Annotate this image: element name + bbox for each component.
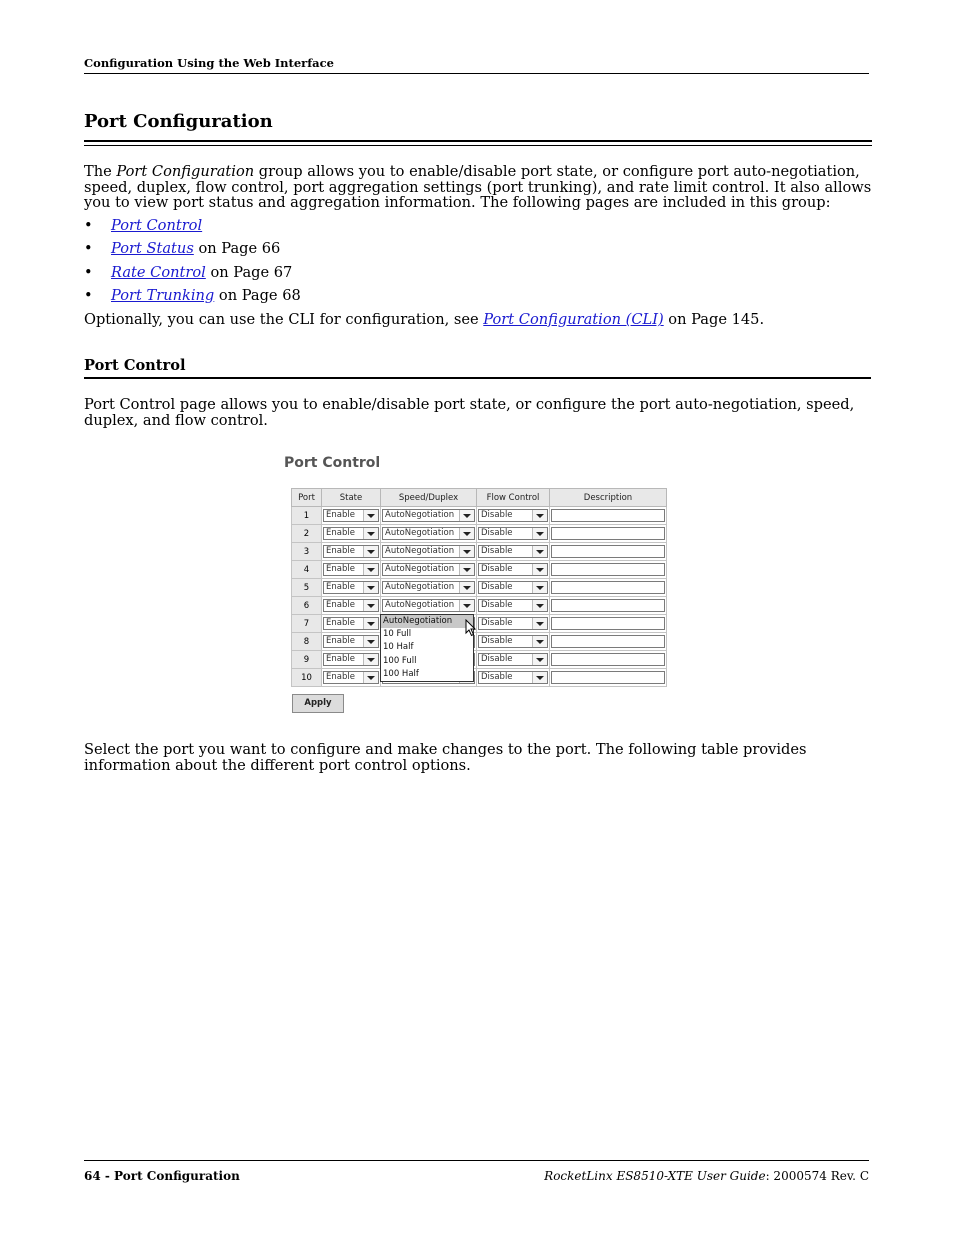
speed-value: AutoNegotiation [385, 528, 455, 538]
description-input[interactable] [551, 671, 665, 684]
flow-cell [477, 579, 550, 597]
link-port-configuration-cli[interactable]: Port Configuration (CLI) [483, 311, 664, 328]
description-cell [550, 507, 667, 525]
flow-cell [477, 507, 550, 525]
state-value: Enable [326, 654, 355, 664]
port-control-table [291, 488, 667, 687]
speed-duplex-select[interactable] [382, 509, 475, 522]
footer-page-label: 64 - Port Configuration [84, 1169, 240, 1183]
dropdown-arrow-icon[interactable] [459, 600, 474, 611]
dropdown-option[interactable]: 100 Half [383, 668, 419, 679]
state-value: Enable [326, 672, 355, 682]
description-input[interactable] [551, 635, 665, 648]
state-value: Enable [326, 528, 355, 538]
intro-paragraph [84, 164, 874, 211]
footer-doc-title: RocketLinx ES8510-XTE User Guide [544, 1169, 766, 1183]
table-row [292, 633, 667, 651]
state-cell [322, 561, 381, 579]
port-control-body [292, 507, 667, 687]
description-cell [550, 543, 667, 561]
state-cell [322, 543, 381, 561]
description-input[interactable] [551, 563, 665, 576]
flow-cell [477, 615, 550, 633]
speed-value: AutoNegotiation [385, 582, 455, 592]
dropdown-arrow-icon[interactable] [363, 564, 378, 575]
state-value: Enable [326, 600, 355, 610]
port-number: 9 [292, 651, 322, 669]
subheading: Port Control [84, 357, 186, 374]
table-row [292, 597, 667, 615]
list-item [84, 216, 301, 239]
group-page-list [84, 216, 301, 309]
flow-control-select[interactable] [478, 671, 548, 684]
flow-control-select[interactable] [478, 581, 548, 594]
state-select[interactable] [323, 653, 379, 666]
flow-value: Disable [481, 672, 513, 682]
flow-cell [477, 633, 550, 651]
port-number: 8 [292, 633, 322, 651]
speed-cell [381, 597, 477, 615]
cli-note-pre: Optionally, you can use the CLI for configuration, see [84, 311, 484, 328]
running-header: Configuration Using the Web Interface [84, 56, 334, 70]
table-row [292, 507, 667, 525]
intro-pre: The [84, 163, 117, 180]
dropdown-arrow-icon[interactable] [363, 600, 378, 611]
table-row [292, 579, 667, 597]
dropdown-option[interactable]: 10 Full [383, 629, 412, 640]
dropdown-arrow-icon[interactable] [459, 582, 474, 593]
flow-value: Disable [481, 636, 513, 646]
description-cell [550, 651, 667, 669]
speed-duplex-select[interactable] [382, 545, 475, 558]
state-value: Enable [326, 546, 355, 556]
intro-post: group allows you to enable/disable port state, or configure port auto-negotiation, speed, duplex, flow control, port aggregation settings (port trunking), and rate limit control. It also allows you to view port status and aggregation information. The following pages are included in this group: [84, 163, 872, 211]
list-item-suffix: on Page 68 [214, 286, 301, 304]
description-cell [550, 597, 667, 615]
flow-cell [477, 543, 550, 561]
description-cell [550, 579, 667, 597]
link-rate-control[interactable]: Rate Control [111, 263, 206, 281]
footer-doc-info [544, 1169, 869, 1183]
link-port-control[interactable]: Port Control [111, 217, 203, 234]
speed-value: AutoNegotiation [385, 546, 455, 556]
state-select[interactable] [323, 527, 379, 540]
state-select[interactable] [323, 635, 379, 648]
state-cell [322, 579, 381, 597]
col-state: State [322, 489, 381, 507]
dropdown-arrow-icon[interactable] [363, 528, 378, 539]
state-cell [322, 669, 381, 687]
subheading-rule [84, 377, 871, 379]
speed-duplex-select[interactable] [382, 599, 475, 612]
flow-value: Disable [481, 600, 513, 610]
flow-control-select[interactable] [478, 653, 548, 666]
state-cell [322, 507, 381, 525]
dropdown-arrow-icon[interactable] [532, 654, 547, 665]
state-value: Enable [326, 564, 355, 574]
cli-note [84, 312, 874, 328]
flow-cell [477, 651, 550, 669]
dropdown-arrow-icon[interactable] [532, 582, 547, 593]
speed-duplex-select[interactable] [382, 581, 475, 594]
cli-note-post: on Page 145. [663, 311, 765, 328]
list-item [84, 263, 301, 286]
col-flow-control: Flow Control [477, 489, 550, 507]
flow-cell [477, 561, 550, 579]
footer-doc-rev: : 2000574 Rev. C [765, 1169, 869, 1183]
speed-duplex-select[interactable] [382, 527, 475, 540]
speed-cell [381, 543, 477, 561]
state-cell [322, 651, 381, 669]
description-input[interactable] [551, 509, 665, 522]
port-control-paragraph: Port Control page allows you to enable/disable port state, or configure the port auto-negotiation, speed, duplex, and flow control. [84, 396, 855, 429]
state-select[interactable] [323, 617, 379, 630]
description-cell [550, 669, 667, 687]
dropdown-arrow-icon[interactable] [363, 618, 378, 629]
dropdown-arrow-icon[interactable] [459, 510, 474, 521]
mouse-cursor-icon [465, 619, 477, 637]
flow-cell [477, 669, 550, 687]
dropdown-arrow-icon[interactable] [532, 636, 547, 647]
dropdown-option[interactable]: 100 Full [383, 655, 417, 666]
list-item-suffix: on Page 67 [205, 263, 293, 281]
flow-value: Disable [481, 618, 513, 628]
list-item-suffix: on Page 66 [193, 240, 281, 258]
description-input[interactable] [551, 653, 665, 666]
dropdown-arrow-icon[interactable] [532, 510, 547, 521]
dropdown-arrow-icon[interactable] [532, 672, 547, 683]
speed-value: AutoNegotiation [385, 564, 455, 574]
list-item [84, 239, 301, 262]
dropdown-arrow-icon[interactable] [459, 564, 474, 575]
port-number: 2 [292, 525, 322, 543]
dropdown-arrow-icon[interactable] [363, 582, 378, 593]
flow-control-select[interactable] [478, 509, 548, 522]
description-input[interactable] [551, 545, 665, 558]
table-row [292, 561, 667, 579]
port-number: 5 [292, 579, 322, 597]
description-input[interactable] [551, 527, 665, 540]
flow-value: Disable [481, 654, 513, 664]
flow-control-select[interactable] [478, 635, 548, 648]
speed-cell [381, 579, 477, 597]
heading-rule-thin [84, 145, 872, 146]
speed-cell [381, 525, 477, 543]
dropdown-arrow-icon[interactable] [363, 654, 378, 665]
intro-italic: Port Configuration [116, 163, 255, 180]
dropdown-arrow-icon[interactable] [363, 546, 378, 557]
port-number: 10 [292, 669, 322, 687]
dropdown-option[interactable]: AutoNegotiation [381, 615, 473, 628]
state-select[interactable] [323, 581, 379, 594]
col-description: Description [550, 489, 667, 507]
flow-cell [477, 597, 550, 615]
state-value: Enable [326, 636, 355, 646]
footer-rule [84, 1160, 869, 1161]
flow-control-select[interactable] [478, 545, 548, 558]
table-header-row [292, 489, 667, 507]
dropdown-arrow-icon[interactable] [363, 510, 378, 521]
flow-control-select[interactable] [478, 563, 548, 576]
dropdown-arrow-icon[interactable] [532, 600, 547, 611]
description-input[interactable] [551, 599, 665, 612]
speed-cell [381, 561, 477, 579]
description-cell [550, 633, 667, 651]
closing-paragraph: Select the port you want to configure and make changes to the port. The following table provides information about the different port control options. [84, 741, 807, 774]
dropdown-arrow-icon[interactable] [459, 546, 474, 557]
state-select[interactable] [323, 671, 379, 684]
dropdown-arrow-icon[interactable] [363, 636, 378, 647]
flow-value: Disable [481, 582, 513, 592]
state-cell [322, 615, 381, 633]
speed-value: AutoNegotiation [385, 600, 455, 610]
flow-value: Disable [481, 564, 513, 574]
description-cell [550, 615, 667, 633]
state-value: Enable [326, 618, 355, 628]
state-cell [322, 597, 381, 615]
description-input[interactable] [551, 617, 665, 630]
link-port-trunking[interactable]: Port Trunking [111, 286, 215, 304]
apply-button[interactable]: Apply [292, 694, 344, 713]
list-item [84, 286, 301, 309]
col-port: Port [292, 489, 322, 507]
heading-rule [84, 140, 872, 142]
col-speed-duplex: Speed/Duplex [381, 489, 477, 507]
state-cell [322, 525, 381, 543]
state-select[interactable] [323, 545, 379, 558]
flow-value: Disable [481, 528, 513, 538]
state-cell [322, 633, 381, 651]
port-number: 3 [292, 543, 322, 561]
table-row [292, 543, 667, 561]
state-select[interactable] [323, 599, 379, 612]
port-number: 7 [292, 615, 322, 633]
link-port-status[interactable]: Port Status [111, 240, 194, 258]
ui-title: Port Control [284, 455, 381, 471]
state-value: Enable [326, 582, 355, 592]
flow-value: Disable [481, 510, 513, 520]
port-number: 4 [292, 561, 322, 579]
dropdown-arrow-icon[interactable] [459, 528, 474, 539]
speed-cell [381, 507, 477, 525]
state-value: Enable [326, 510, 355, 520]
table-row [292, 615, 667, 633]
page-heading: Port Configuration [84, 111, 273, 132]
port-number: 6 [292, 597, 322, 615]
speed-value: AutoNegotiation [385, 510, 455, 520]
dropdown-arrow-icon[interactable] [363, 672, 378, 683]
speed-duplex-dropdown-list [380, 614, 474, 682]
description-cell [550, 525, 667, 543]
flow-cell [477, 525, 550, 543]
dropdown-arrow-icon[interactable] [532, 546, 547, 557]
port-number: 1 [292, 507, 322, 525]
table-row [292, 651, 667, 669]
state-select[interactable] [323, 563, 379, 576]
speed-duplex-select[interactable] [382, 563, 475, 576]
table-row [292, 525, 667, 543]
header-rule [84, 73, 869, 74]
flow-control-select[interactable] [478, 617, 548, 630]
flow-value: Disable [481, 546, 513, 556]
dropdown-arrow-icon[interactable] [532, 618, 547, 629]
description-input[interactable] [551, 581, 665, 594]
dropdown-arrow-icon[interactable] [532, 564, 547, 575]
flow-control-select[interactable] [478, 599, 548, 612]
table-row [292, 669, 667, 687]
dropdown-option[interactable]: 10 Half [383, 642, 414, 653]
flow-control-select[interactable] [478, 527, 548, 540]
state-select[interactable] [323, 509, 379, 522]
dropdown-arrow-icon[interactable] [532, 528, 547, 539]
description-cell [550, 561, 667, 579]
